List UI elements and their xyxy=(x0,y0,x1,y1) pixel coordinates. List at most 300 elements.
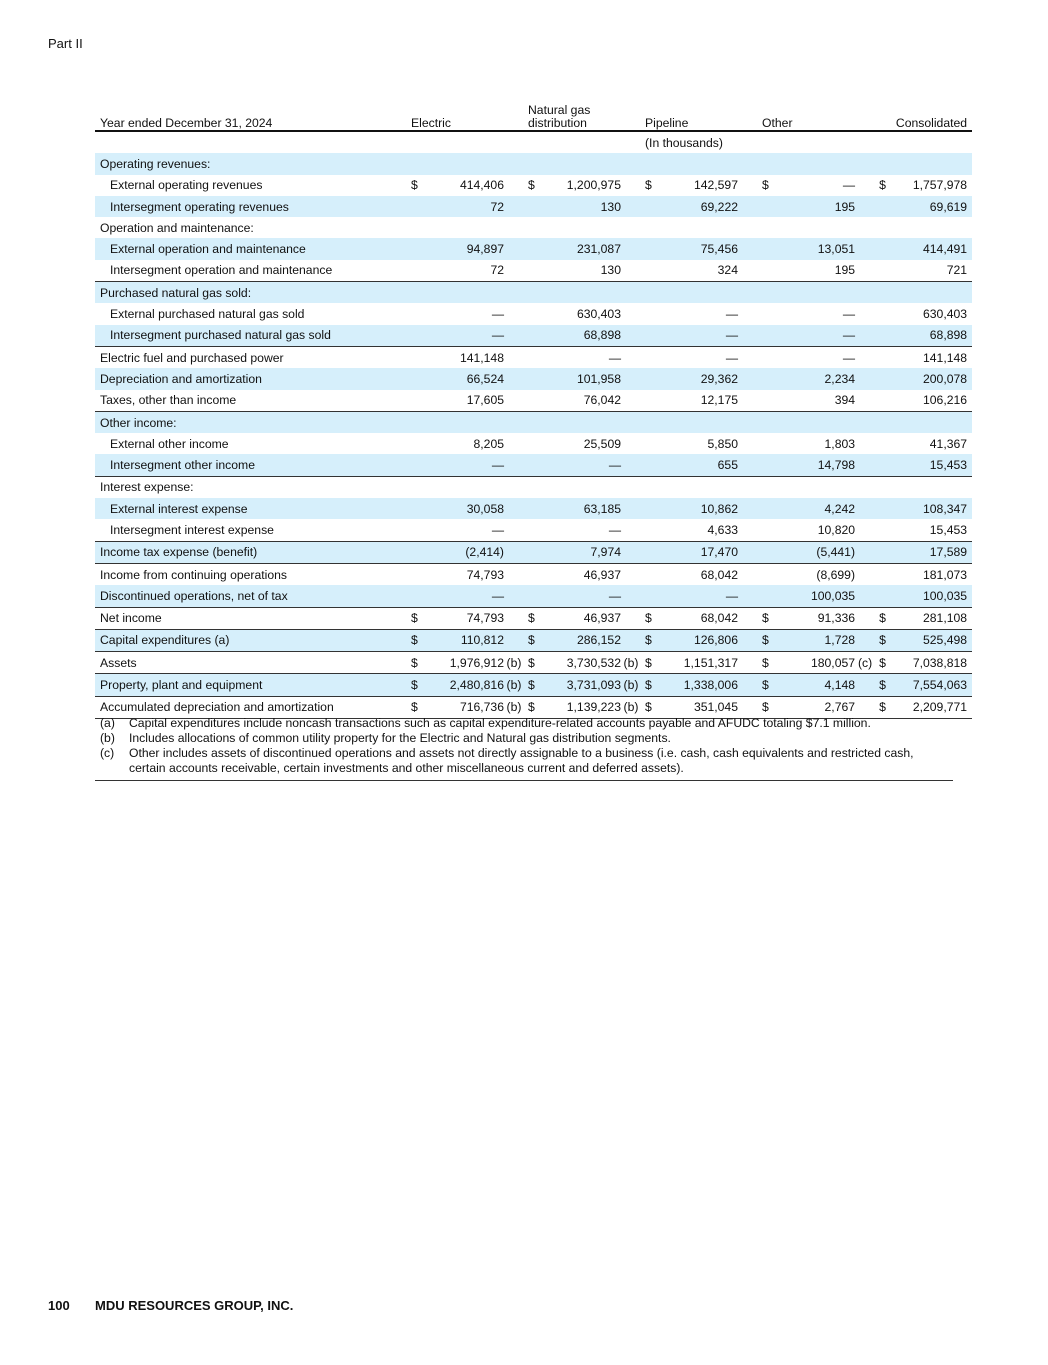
currency-symbol: $ xyxy=(524,696,543,718)
currency-symbol xyxy=(875,346,894,368)
table-row xyxy=(95,175,972,196)
currency-symbol xyxy=(758,585,777,607)
row-label: Interest expense: xyxy=(95,476,407,498)
cell-footnote-ref xyxy=(621,303,641,324)
currency-symbol xyxy=(407,325,426,347)
cell-value: 126,806 xyxy=(660,629,738,651)
currency-symbol xyxy=(407,346,426,368)
table-row xyxy=(95,607,972,629)
cell-value: — xyxy=(842,307,856,322)
cell-value: 13,051 xyxy=(777,238,855,259)
footnote-key: (c) xyxy=(100,746,115,760)
cell-value: 7,038,818 xyxy=(894,652,972,674)
currency-symbol: $ xyxy=(407,607,426,629)
cell-value: — xyxy=(660,325,738,347)
currency-symbol: $ xyxy=(645,178,652,193)
currency-symbol xyxy=(407,433,426,454)
cell-footnote-ref xyxy=(738,498,758,519)
currency-symbol xyxy=(875,541,894,563)
cell-value: 2,209,771 xyxy=(894,696,972,718)
cell-value: 351,045 xyxy=(660,696,738,718)
cell-footnote-ref xyxy=(855,563,875,585)
currency-symbol xyxy=(758,390,777,412)
currency-symbol xyxy=(758,433,777,454)
row-label: Electric fuel and purchased power xyxy=(95,346,407,368)
cell-footnote-ref xyxy=(504,629,524,651)
units-label: (In thousands) xyxy=(645,135,723,150)
currency-symbol xyxy=(758,325,777,347)
currency-symbol: $ xyxy=(641,629,660,651)
currency-symbol xyxy=(875,519,894,541)
cell-footnote-ref xyxy=(621,519,641,541)
cell-value: 414,491 xyxy=(894,238,972,259)
cell-value: 10,820 xyxy=(817,522,856,537)
cell-value: (8,699) xyxy=(777,563,855,585)
cell-value: 2,234 xyxy=(777,368,855,389)
table-row xyxy=(95,585,972,607)
row-label: Other income: xyxy=(95,411,407,433)
cell-value: 100,035 xyxy=(894,585,972,607)
cell-footnote-ref xyxy=(621,196,641,217)
cell-footnote-ref xyxy=(621,390,641,412)
currency-symbol xyxy=(407,196,426,217)
currency-symbol xyxy=(524,346,543,368)
currency-symbol xyxy=(641,260,660,282)
cell-footnote-ref xyxy=(621,607,641,629)
row-label: Income from continuing operations xyxy=(95,563,407,585)
currency-symbol xyxy=(524,238,543,259)
cell-value: 286,152 xyxy=(543,629,621,651)
cell-footnote-ref xyxy=(621,433,641,454)
row-label: External interest expense xyxy=(95,498,407,519)
cell-value: 281,108 xyxy=(894,607,972,629)
currency-symbol: $ xyxy=(524,629,543,651)
cell-footnote-ref xyxy=(855,629,875,651)
cell-value: 17,470 xyxy=(660,541,738,563)
table-row xyxy=(95,368,972,389)
currency-symbol xyxy=(407,541,426,563)
currency-symbol: $ xyxy=(758,629,777,651)
cell-footnote-ref: (b) xyxy=(621,696,641,718)
cell-value: 3,731,093 xyxy=(543,674,621,696)
row-label: Intersegment purchased natural gas sold xyxy=(95,325,407,347)
cell-footnote-ref: (b) xyxy=(621,674,641,696)
currency-symbol xyxy=(641,454,660,476)
cell-footnote-ref xyxy=(504,346,524,368)
cell-value: 68,898 xyxy=(894,325,972,347)
cell-value: 110,812 xyxy=(426,629,504,651)
cell-footnote-ref: (c) xyxy=(855,652,875,674)
cell-footnote-ref: (b) xyxy=(504,696,524,718)
table-row xyxy=(95,674,972,696)
cell-value: — xyxy=(426,585,504,607)
currency-symbol xyxy=(524,541,543,563)
cell-value: 68,042 xyxy=(660,607,738,629)
currency-symbol xyxy=(641,346,660,368)
currency-symbol xyxy=(524,519,543,541)
cell-value: 1,139,223 xyxy=(543,696,621,718)
cell-footnote-ref xyxy=(621,238,641,259)
cell-footnote-ref xyxy=(738,607,758,629)
currency-symbol: $ xyxy=(758,674,777,696)
currency-symbol: $ xyxy=(524,652,543,674)
cell-footnote-ref xyxy=(855,519,875,541)
currency-symbol xyxy=(758,563,777,585)
table-row xyxy=(95,629,972,651)
cell-footnote-ref xyxy=(855,196,875,217)
cell-footnote-ref xyxy=(855,303,875,324)
cell-value: 1,757,978 xyxy=(912,178,968,193)
cell-value: 30,058 xyxy=(426,498,504,519)
cell-value: 231,087 xyxy=(543,238,621,259)
cell-footnote-ref xyxy=(504,238,524,259)
currency-symbol: $ xyxy=(411,178,418,193)
table-row xyxy=(95,652,972,674)
page-footer xyxy=(48,1298,293,1313)
cell-footnote-ref xyxy=(504,390,524,412)
currency-symbol xyxy=(641,325,660,347)
cell-footnote-ref xyxy=(504,325,524,347)
currency-symbol xyxy=(641,238,660,259)
cell-value: — xyxy=(426,454,504,476)
row-label: Purchased natural gas sold: xyxy=(95,282,407,304)
currency-symbol xyxy=(641,390,660,412)
cell-footnote-ref xyxy=(738,585,758,607)
currency-symbol: $ xyxy=(641,652,660,674)
row-label: Depreciation and amortization xyxy=(95,368,407,389)
page-number: 100 xyxy=(48,1298,70,1313)
cell-footnote-ref xyxy=(738,519,758,541)
cell-footnote-ref xyxy=(504,585,524,607)
currency-symbol xyxy=(524,454,543,476)
row-label: Operating revenues: xyxy=(95,153,407,174)
currency-symbol xyxy=(875,585,894,607)
cell-value: 130 xyxy=(543,196,621,217)
company-name: MDU RESOURCES GROUP, INC. xyxy=(95,1298,294,1313)
currency-symbol: $ xyxy=(758,652,777,674)
currency-symbol xyxy=(524,390,543,412)
footnote-text: Includes allocations of common utility property for the Electric and Natural gas distribution segments. xyxy=(129,731,671,745)
cell-footnote-ref xyxy=(738,260,758,282)
cell-footnote-ref xyxy=(855,585,875,607)
currency-symbol xyxy=(875,368,894,389)
cell-value: 15,453 xyxy=(894,454,972,476)
currency-symbol xyxy=(758,541,777,563)
cell-footnote-ref xyxy=(738,541,758,563)
table-row xyxy=(95,563,972,585)
currency-symbol xyxy=(641,541,660,563)
currency-symbol xyxy=(875,303,894,324)
cell-footnote-ref xyxy=(621,541,641,563)
cell-value: 17,605 xyxy=(466,393,504,408)
cell-footnote-ref xyxy=(504,175,524,196)
cell-footnote-ref xyxy=(504,454,524,476)
footnote-item xyxy=(95,746,953,776)
footnote-text: Capital expenditures include noncash transactions such as capital expenditure-related accounts payable and AFUDC totaling $7.1 million. xyxy=(129,716,871,730)
cell-value: (5,441) xyxy=(777,541,855,563)
currency-symbol xyxy=(641,498,660,519)
cell-footnote-ref xyxy=(738,196,758,217)
currency-symbol: $ xyxy=(524,674,543,696)
cell-value: — xyxy=(660,585,738,607)
currency-symbol: $ xyxy=(875,696,894,718)
table-row xyxy=(95,346,972,368)
row-label: Operation and maintenance: xyxy=(100,220,254,235)
page-section-label: Part II xyxy=(48,36,83,51)
cell-value: 414,406 xyxy=(459,178,504,193)
currency-symbol: $ xyxy=(875,629,894,651)
cell-value: 721 xyxy=(946,263,968,278)
cell-value: 195 xyxy=(834,263,856,278)
cell-value: — xyxy=(725,307,738,322)
row-label: Property, plant and equipment xyxy=(95,674,407,696)
cell-value: 394 xyxy=(834,393,856,408)
cell-value: 106,216 xyxy=(923,393,968,408)
cell-footnote-ref xyxy=(855,260,875,282)
currency-symbol xyxy=(407,303,426,324)
cell-value: — xyxy=(777,346,855,368)
row-label: External other income xyxy=(110,436,229,451)
cell-value: 1,338,006 xyxy=(660,674,738,696)
cell-footnote-ref xyxy=(738,346,758,368)
currency-symbol xyxy=(758,454,777,476)
cell-value: 1,976,912 xyxy=(426,652,504,674)
currency-symbol: $ xyxy=(875,674,894,696)
cell-value: 4,633 xyxy=(707,522,738,537)
row-label: Intersegment other income xyxy=(95,454,407,476)
cell-value: 130 xyxy=(600,263,621,278)
cell-footnote-ref xyxy=(738,325,758,347)
currency-symbol xyxy=(641,433,660,454)
table-row xyxy=(95,519,972,541)
cell-footnote-ref xyxy=(504,563,524,585)
cell-value: 74,793 xyxy=(426,563,504,585)
cell-value: 41,367 xyxy=(929,436,968,451)
table-row xyxy=(95,282,972,304)
cell-footnote-ref xyxy=(504,519,524,541)
currency-symbol xyxy=(407,238,426,259)
table-row xyxy=(95,238,972,259)
currency-symbol xyxy=(407,368,426,389)
cell-footnote-ref xyxy=(855,607,875,629)
cell-value: 74,793 xyxy=(426,607,504,629)
cell-value: 4,242 xyxy=(777,498,855,519)
cell-footnote-ref xyxy=(504,196,524,217)
currency-symbol xyxy=(524,325,543,347)
currency-symbol: $ xyxy=(641,674,660,696)
column-header-electric: Electric xyxy=(407,100,524,131)
cell-value: 2,767 xyxy=(777,696,855,718)
currency-symbol: $ xyxy=(875,607,894,629)
currency-symbol: $ xyxy=(524,607,543,629)
currency-symbol: $ xyxy=(407,629,426,651)
currency-symbol xyxy=(875,260,894,282)
cell-footnote-ref xyxy=(855,674,875,696)
currency-symbol xyxy=(524,303,543,324)
cell-footnote-ref xyxy=(855,454,875,476)
currency-symbol xyxy=(641,519,660,541)
currency-symbol xyxy=(524,196,543,217)
currency-symbol xyxy=(758,368,777,389)
row-label: Taxes, other than income xyxy=(100,393,237,408)
row-label: Accumulated depreciation and amortization xyxy=(95,696,407,718)
cell-footnote-ref xyxy=(855,368,875,389)
currency-symbol xyxy=(758,498,777,519)
cell-footnote-ref xyxy=(855,346,875,368)
cell-value: 72 xyxy=(490,263,504,278)
currency-symbol xyxy=(524,433,543,454)
footnote-key: (a) xyxy=(100,716,115,730)
currency-symbol: $ xyxy=(758,696,777,718)
cell-value: 1,200,975 xyxy=(566,178,621,193)
cell-footnote-ref xyxy=(738,674,758,696)
cell-footnote-ref: (b) xyxy=(621,652,641,674)
cell-footnote-ref xyxy=(504,541,524,563)
row-label: Intersegment interest expense xyxy=(110,522,274,537)
currency-symbol xyxy=(875,454,894,476)
cell-value: 7,554,063 xyxy=(894,674,972,696)
currency-symbol xyxy=(875,498,894,519)
cell-value: 46,937 xyxy=(543,563,621,585)
currency-symbol xyxy=(524,563,543,585)
cell-value: 181,073 xyxy=(894,563,972,585)
cell-footnote-ref xyxy=(621,454,641,476)
cell-footnote-ref xyxy=(855,498,875,519)
cell-footnote-ref xyxy=(738,303,758,324)
cell-footnote-ref xyxy=(855,238,875,259)
cell-value: 200,078 xyxy=(894,368,972,389)
cell-value: 12,175 xyxy=(700,393,738,408)
cell-value: — xyxy=(426,325,504,347)
cell-value: 94,897 xyxy=(426,238,504,259)
segment-financial-table xyxy=(95,100,972,719)
cell-footnote-ref xyxy=(855,325,875,347)
column-header-consolidated: Consolidated xyxy=(875,100,972,131)
cell-footnote-ref xyxy=(504,303,524,324)
column-header-natural-gas: Natural gas distribution xyxy=(524,100,641,131)
cell-value: 101,958 xyxy=(543,368,621,389)
table-row xyxy=(95,153,972,174)
cell-footnote-ref xyxy=(621,563,641,585)
currency-symbol: $ xyxy=(407,674,426,696)
footnotes xyxy=(95,716,953,781)
cell-value: 655 xyxy=(660,454,738,476)
table-row xyxy=(95,303,972,324)
table-body xyxy=(95,131,972,719)
cell-value: 142,597 xyxy=(693,178,738,193)
cell-value: 25,509 xyxy=(583,436,621,451)
table-row xyxy=(95,454,972,476)
currency-symbol: $ xyxy=(879,178,886,193)
currency-symbol xyxy=(875,563,894,585)
table-row xyxy=(95,476,972,498)
cell-value: 141,148 xyxy=(426,346,504,368)
cell-footnote-ref xyxy=(621,325,641,347)
cell-footnote-ref xyxy=(738,390,758,412)
table-row xyxy=(95,196,972,217)
table-row xyxy=(95,433,972,454)
cell-value: — xyxy=(777,325,855,347)
cell-footnote-ref xyxy=(738,652,758,674)
table-row xyxy=(95,541,972,563)
footnote-item xyxy=(95,731,953,746)
row-label: Assets xyxy=(95,652,407,674)
cell-value: 5,850 xyxy=(707,436,738,451)
cell-footnote-ref xyxy=(621,629,641,651)
currency-symbol xyxy=(641,196,660,217)
cell-value: 29,362 xyxy=(660,368,738,389)
cell-value: 15,453 xyxy=(929,522,968,537)
footnote-item xyxy=(95,716,953,731)
cell-value: 69,222 xyxy=(660,196,738,217)
cell-value: 324 xyxy=(717,263,738,278)
cell-value: — xyxy=(491,307,504,322)
footnote-key: (b) xyxy=(100,731,115,745)
currency-symbol xyxy=(524,260,543,282)
currency-symbol xyxy=(407,498,426,519)
currency-symbol xyxy=(875,196,894,217)
currency-symbol xyxy=(407,585,426,607)
cell-value: — xyxy=(608,522,621,537)
cell-value: 66,524 xyxy=(426,368,504,389)
cell-value: 100,035 xyxy=(777,585,855,607)
cell-value: 8,205 xyxy=(473,436,504,451)
currency-symbol xyxy=(524,368,543,389)
currency-symbol xyxy=(641,563,660,585)
cell-footnote-ref xyxy=(504,607,524,629)
currency-symbol xyxy=(758,346,777,368)
cell-footnote-ref xyxy=(738,175,758,196)
currency-symbol xyxy=(407,390,426,412)
cell-footnote-ref xyxy=(621,585,641,607)
row-label: Intersegment operation and maintenance xyxy=(110,263,333,278)
currency-symbol xyxy=(758,519,777,541)
cell-value: 72 xyxy=(426,196,504,217)
cell-value: 1,151,317 xyxy=(660,652,738,674)
cell-value: 17,589 xyxy=(894,541,972,563)
cell-value: — xyxy=(543,346,621,368)
cell-footnote-ref xyxy=(621,175,641,196)
cell-value: 68,898 xyxy=(543,325,621,347)
cell-value: 69,619 xyxy=(894,196,972,217)
cell-footnote-ref xyxy=(738,563,758,585)
cell-footnote-ref xyxy=(621,368,641,389)
currency-symbol xyxy=(875,390,894,412)
cell-value: 46,937 xyxy=(543,607,621,629)
cell-value: — xyxy=(543,585,621,607)
currency-symbol xyxy=(758,196,777,217)
cell-footnote-ref xyxy=(504,368,524,389)
cell-value: 10,862 xyxy=(660,498,738,519)
cell-footnote-ref xyxy=(855,541,875,563)
currency-symbol: $ xyxy=(407,696,426,718)
currency-symbol xyxy=(407,563,426,585)
column-header-label: Year ended December 31, 2024 xyxy=(95,100,407,131)
cell-value: 716,736 xyxy=(426,696,504,718)
currency-symbol xyxy=(524,498,543,519)
currency-symbol: $ xyxy=(528,178,535,193)
cell-footnote-ref xyxy=(504,260,524,282)
cell-value: 180,057 xyxy=(777,652,855,674)
currency-symbol xyxy=(758,260,777,282)
cell-footnote-ref xyxy=(621,498,641,519)
row-label: Intersegment operating revenues xyxy=(95,196,407,217)
cell-footnote-ref xyxy=(738,368,758,389)
currency-symbol xyxy=(524,585,543,607)
currency-symbol xyxy=(758,238,777,259)
row-label: External purchased natural gas sold xyxy=(110,307,305,322)
row-label: Discontinued operations, net of tax xyxy=(95,585,407,607)
